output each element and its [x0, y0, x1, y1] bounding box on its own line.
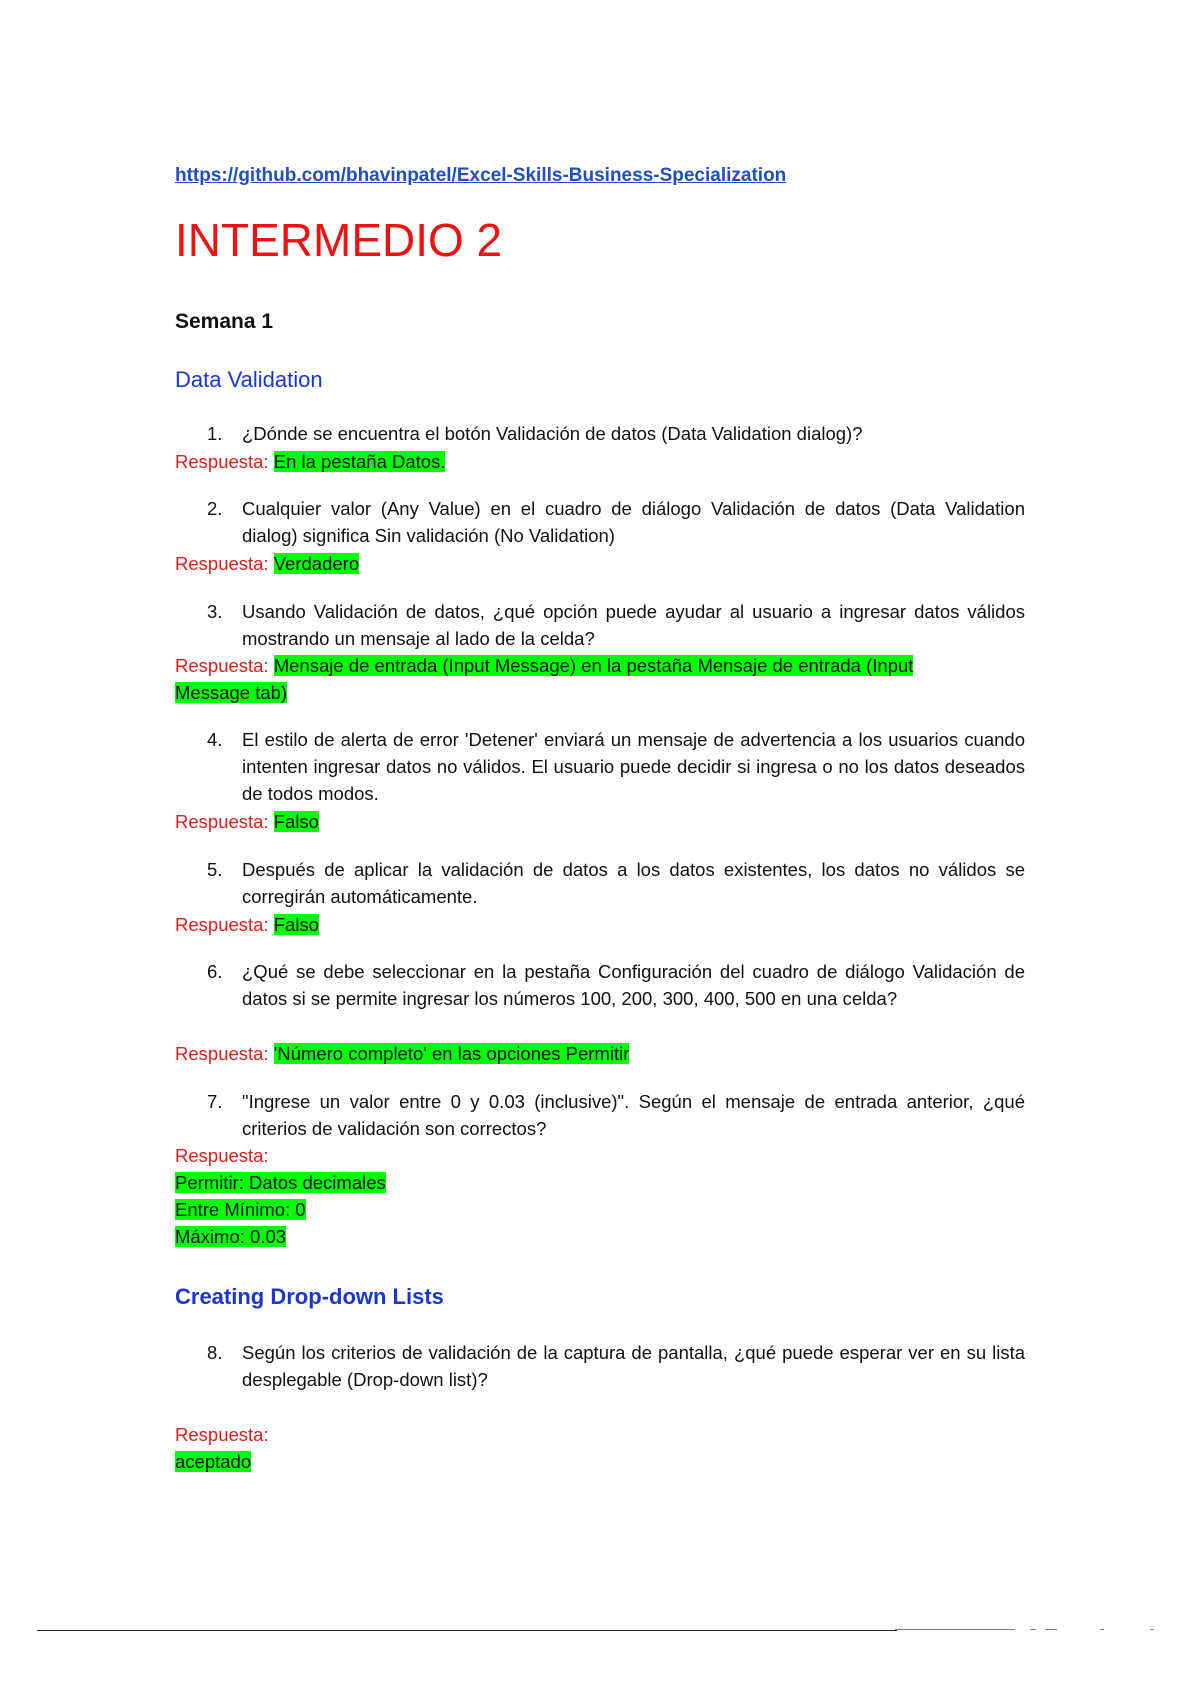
question-text: ¿Dónde se encuentra el botón Validación de datos (Data Validation dialog)? [242, 423, 863, 444]
question-number: 4. [207, 729, 223, 750]
question-number: 7. [207, 1091, 223, 1112]
answer-text: Falso [273, 811, 319, 832]
question-1 [175, 420, 1025, 447]
question-number: 3. [207, 601, 223, 622]
answer-4 [175, 808, 1035, 835]
answer-label: Respuesta: [175, 655, 269, 676]
answer-label: Respuesta: [175, 1145, 269, 1166]
answer-text-line-3: Máximo: 0.03 [175, 1226, 287, 1247]
question-2 [175, 495, 1025, 549]
question-text: Después de aplicar la validación de datos a los datos existentes, los datos no válidos se corregirán automáticamente. [242, 859, 1025, 907]
question-7 [175, 1088, 1025, 1142]
week-heading: Semana 1 [175, 310, 274, 333]
question-number: 1. [207, 423, 223, 444]
question-text: Según los criterios de validación de la captura de pantalla, ¿qué puede esperar ver en su lista desplegable (Drop-down list)? [242, 1342, 1025, 1390]
question-3 [175, 598, 1025, 652]
answer-text: aceptado [175, 1451, 252, 1472]
question-8 [175, 1339, 1025, 1393]
question-5 [175, 856, 1025, 910]
answer-label: Respuesta: [175, 1424, 269, 1445]
question-number: 6. [207, 961, 223, 982]
answer-6 [175, 1040, 1035, 1067]
answer-1 [175, 448, 1035, 475]
section-heading-drop-down-lists: Creating Drop-down Lists [175, 1284, 444, 1309]
answer-text: 'Número completo' en las opciones Permitir [273, 1043, 630, 1064]
answer-label: Respuesta: [175, 553, 269, 574]
answer-3 [175, 652, 1035, 706]
answer-text: En la pestaña Datos. [273, 451, 446, 472]
question-4 [175, 726, 1025, 807]
answer-label: Respuesta: [175, 1043, 269, 1064]
answer-label: Respuesta: [175, 914, 269, 935]
question-number: 2. [207, 498, 223, 519]
answer-text: Verdadero [273, 553, 360, 574]
github-link[interactable]: https://github.com/bhavinpatel/Excel-Skills-Business-Specialization [175, 165, 787, 186]
answer-text-line-1: Mensaje de entrada (Input Message) en la pestaña Mensaje de entrada (Input [273, 655, 914, 676]
answer-5 [175, 911, 1035, 938]
answer-7 [175, 1142, 1035, 1250]
question-number: 5. [207, 859, 223, 880]
question-text: "Ingrese un valor entre 0 y 0.03 (inclusive)". Según el mensaje de entrada anterior, ¿qué criterios de validación son correctos? [242, 1091, 1025, 1139]
question-text: El estilo de alerta de error 'Detener' enviará un mensaje de advertencia a los usuarios cuando intenten ingresar datos no válidos. El usuario puede decidir si ingresa o no los datos deseados de todos modos. [242, 729, 1025, 804]
answer-text: Falso [273, 914, 319, 935]
answer-text-line-1: Permitir: Datos decimales [175, 1172, 386, 1193]
question-text: ¿Qué se debe seleccionar en la pestaña Configuración del cuadro de diálogo Validación de datos si se permite ingresar los números 100, 200, 300, 400, 500 en una celda? [242, 961, 1025, 1009]
answer-text-line-2: Entre Mínimo: 0 [175, 1199, 306, 1220]
footer-rule [37, 1630, 897, 1631]
question-6 [175, 958, 1025, 1012]
answer-label: Respuesta: [175, 811, 269, 832]
answer-2 [175, 550, 1035, 577]
footer-rule-faint-marks [895, 1627, 1165, 1633]
section-heading-data-validation: Data Validation [175, 367, 323, 392]
answer-label: Respuesta: [175, 451, 269, 472]
question-text: Usando Validación de datos, ¿qué opción puede ayudar al usuario a ingresar datos válidos mostrando un mensaje al lado de la celda? [242, 601, 1025, 649]
answer-text-line-2: Message tab) [175, 682, 288, 703]
page-title: INTERMEDIO 2 [175, 214, 503, 266]
answer-8 [175, 1421, 1035, 1475]
question-text: Cualquier valor (Any Value) en el cuadro de diálogo Validación de datos (Data Validation dialog) significa Sin validación (No Validation) [242, 498, 1025, 546]
question-number: 8. [207, 1342, 223, 1363]
